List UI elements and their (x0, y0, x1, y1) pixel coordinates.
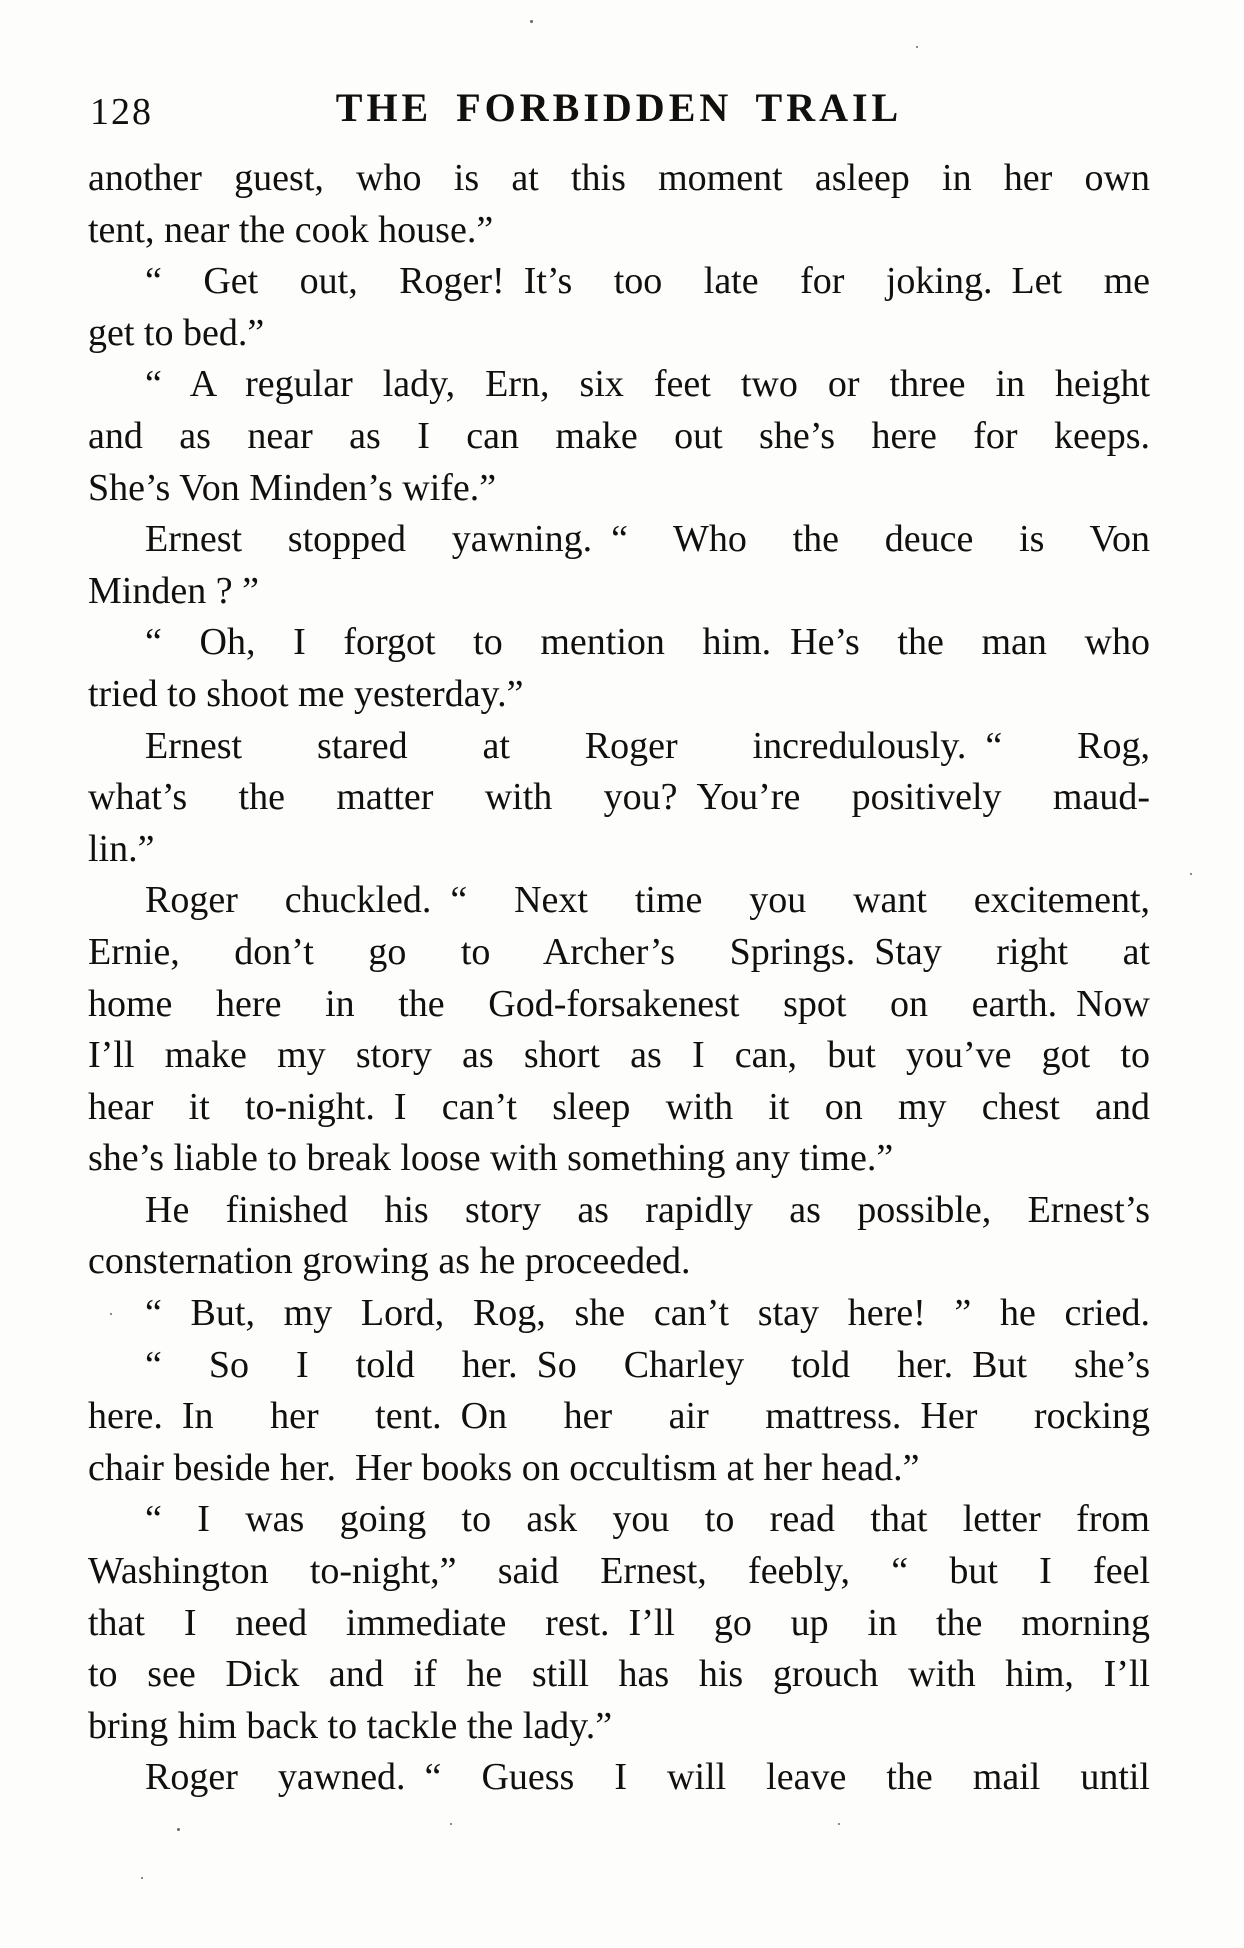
text-line: get to bed.” (88, 311, 265, 354)
text-line: bring him back to tackle the lady.” (88, 1704, 613, 1747)
scan-speck (450, 1823, 452, 1825)
text-line: home here in the God-forsakenest spot on earth. Now (88, 982, 1150, 1025)
text-line: “ I was going to ask you to read that letter from (145, 1498, 1150, 1541)
text-line: Roger chuckled. “ Next time you want excitement, (145, 879, 1150, 922)
text-line: Ernest stopped yawning. “ Who the deuce is Von (145, 518, 1150, 561)
text-line: that I need immediate rest. I’ll go up in the morning (88, 1601, 1150, 1644)
paragraph (88, 256, 1150, 359)
text-line: “ But, my Lord, Rog, she can’t stay here! ” he cried. (145, 1292, 1150, 1335)
paragraph (88, 617, 1150, 720)
paragraph (88, 359, 1150, 514)
paragraph (88, 875, 1150, 1185)
text-line: what’s the matter with you? You’re positively maud- (88, 776, 1150, 819)
text-line: tent, near the cook house.” (88, 208, 494, 251)
paragraph (88, 153, 1150, 256)
running-title: THE FORBIDDEN TRAIL (335, 85, 903, 130)
text-line: and as near as I can make out she’s here for keeps. (88, 414, 1150, 457)
page-header (88, 86, 1150, 138)
text-line: hear it to-night. I can’t sleep with it on my chest and (88, 1085, 1150, 1128)
text-line: here. In her tent. On her air mattress. Her rocking (88, 1395, 1150, 1438)
paragraph (88, 1494, 1150, 1752)
scan-speck (141, 1877, 143, 1879)
text-line: Roger yawned. “ Guess I will leave the mail until (145, 1756, 1150, 1799)
text-line: Ernie, don’t go to Archer’s Springs. Stay right at (88, 930, 1150, 973)
text-line: lin.” (88, 827, 155, 870)
scan-speck (110, 1313, 112, 1315)
paragraph (88, 514, 1150, 617)
scan-speck (530, 20, 533, 23)
text-line: another guest, who is at this moment asleep in her own (88, 157, 1150, 199)
text-line: “ Get out, Roger! It’s too late for joking. Let me (145, 260, 1150, 303)
scan-speck (177, 1828, 180, 1831)
text-line: chair beside her. Her books on occultism at her head.” (88, 1446, 920, 1489)
scan-speck (838, 1823, 840, 1825)
text-line: I’ll make my story as short as I can, but you’ve got to (88, 1034, 1150, 1077)
paragraph (88, 1752, 1150, 1804)
scan-speck (916, 46, 918, 48)
paragraph (88, 1340, 1150, 1495)
text-line: consternation growing as he proceeded. (88, 1240, 691, 1283)
text-line: tried to shoot me yesterday.” (88, 672, 524, 715)
text-line: “ So I told her. So Charley told her. But she’s (145, 1343, 1150, 1386)
page-number: 128 (90, 91, 153, 133)
paragraph (88, 721, 1150, 876)
text-line: “ Oh, I forgot to mention him. He’s the man who (145, 621, 1150, 664)
text-line: to see Dick and if he still has his grouch with him, I’ll (88, 1653, 1150, 1696)
text-line: “ A regular lady, Ern, six feet two or three in height (145, 363, 1150, 406)
text-line: Washington to-night,” said Ernest, feebly, “ but I feel (88, 1550, 1150, 1593)
text-line: she’s liable to break loose with something any time.” (88, 1137, 894, 1180)
page-text (88, 153, 1150, 1804)
text-line: She’s Von Minden’s wife.” (88, 466, 497, 509)
text-line: Ernest stared at Roger incredulously. “ Rog, (145, 724, 1150, 767)
scan-speck (1190, 873, 1192, 875)
text-line: Minden ? ” (88, 569, 259, 612)
text-line: He finished his story as rapidly as possible, Ernest’s (145, 1188, 1150, 1231)
paragraph (88, 1288, 1150, 1340)
paragraph (88, 1185, 1150, 1288)
